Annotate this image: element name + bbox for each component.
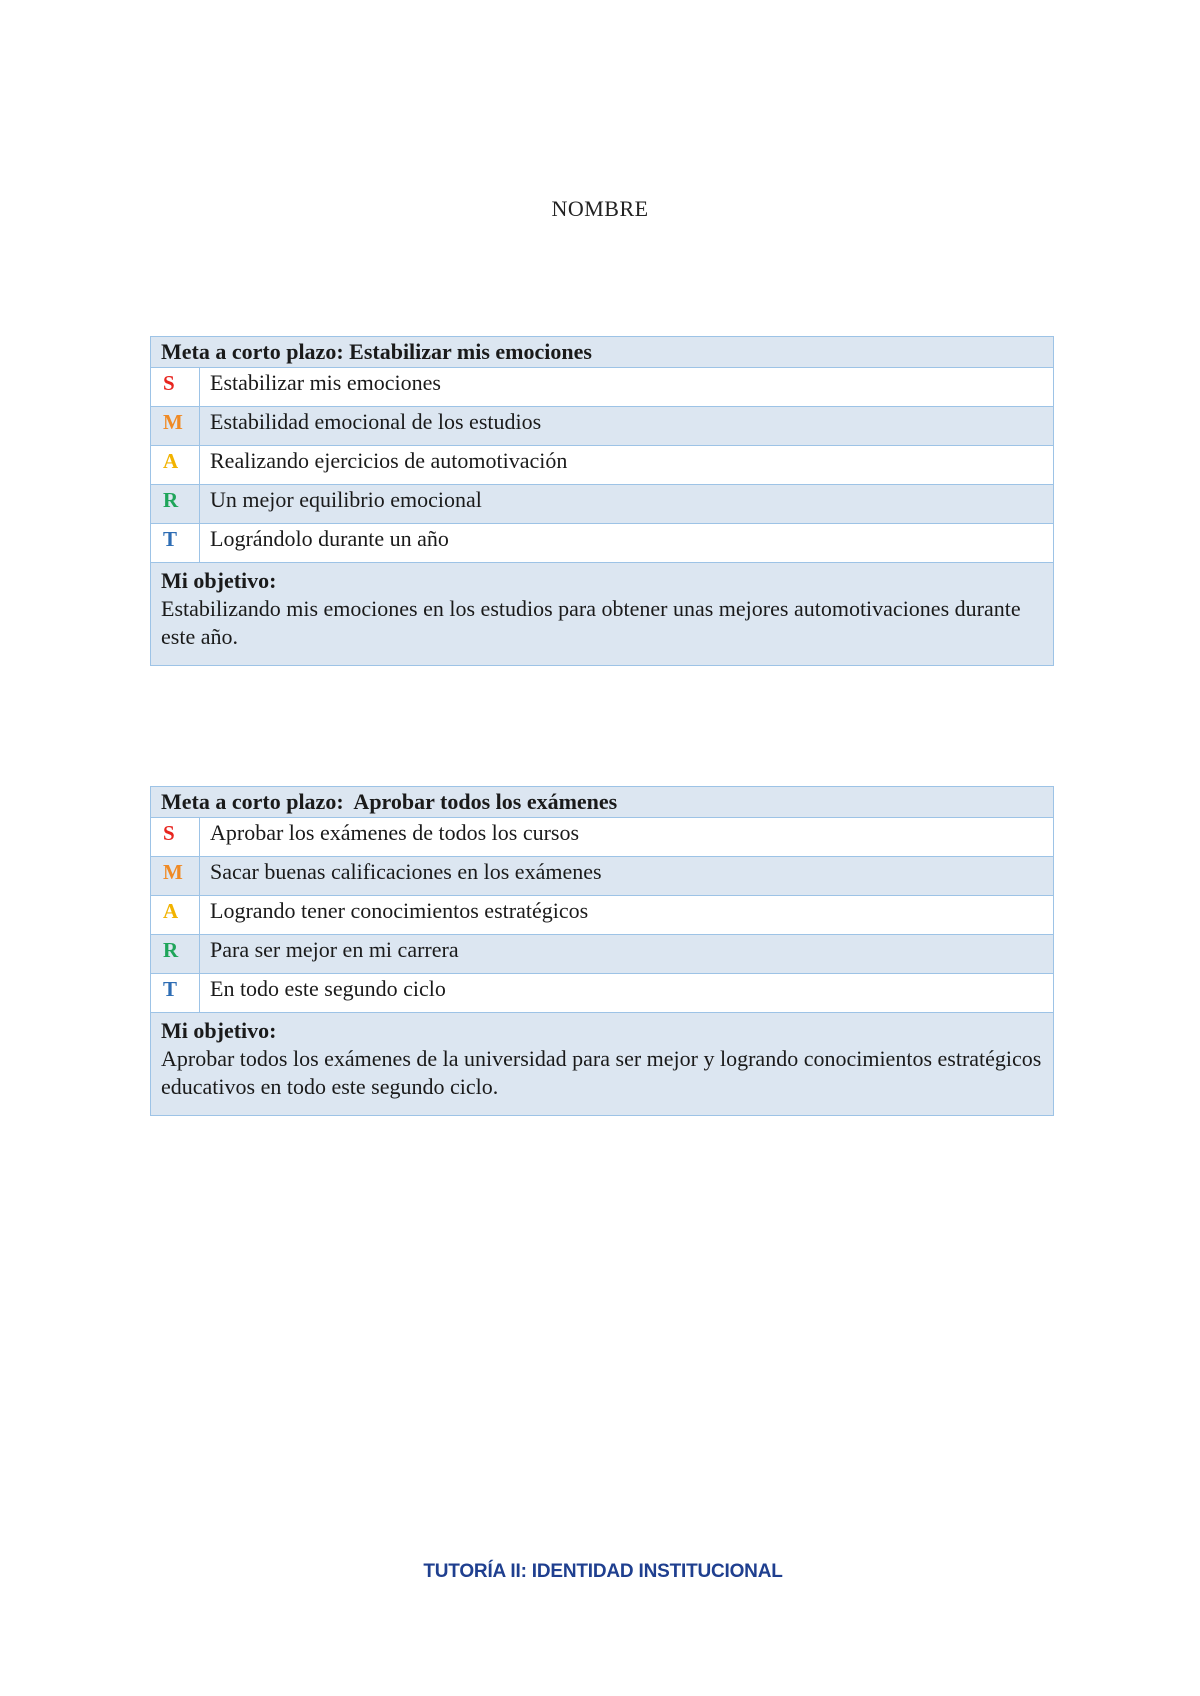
smart-goal-table-1 [150, 336, 1054, 666]
smart-text-r: Para ser mejor en mi carrera [200, 935, 1054, 974]
table-title: Meta a corto plazo: Estabilizar mis emociones [151, 337, 1054, 368]
smart-letter-r: R [151, 935, 200, 974]
smart-text-a: Realizando ejercicios de automotivación [200, 446, 1054, 485]
smart-row-t [151, 974, 1054, 1013]
objective-cell [151, 563, 1054, 666]
smart-row-r [151, 485, 1054, 524]
table-title: Meta a corto plazo: Aprobar todos los exámenes [151, 787, 1054, 818]
smart-text-m: Estabilidad emocional de los estudios [200, 407, 1054, 446]
objective-cell [151, 1013, 1054, 1116]
objective-row [151, 563, 1054, 666]
smart-letter-t: T [151, 974, 200, 1013]
objective-label: Mi objetivo: [161, 1018, 277, 1043]
footer-title: TUTORÍA II: IDENTIDAD INSTITUCIONAL [423, 1561, 783, 1582]
smart-letter-m: M [151, 857, 200, 896]
smart-row-r [151, 935, 1054, 974]
smart-letter-s: S [151, 368, 200, 407]
smart-row-a [151, 446, 1054, 485]
smart-row-s [151, 368, 1054, 407]
page-title: NOMBRE [551, 196, 649, 221]
objective-row [151, 1013, 1054, 1116]
smart-row-m [151, 407, 1054, 446]
smart-text-s: Estabilizar mis emociones [200, 368, 1054, 407]
smart-row-a [151, 896, 1054, 935]
smart-text-r: Un mejor equilibrio emocional [200, 485, 1054, 524]
smart-letter-m: M [151, 407, 200, 446]
smart-text-t: Lográndolo durante un año [200, 524, 1054, 563]
smart-letter-a: A [151, 446, 200, 485]
table-title-row [151, 787, 1054, 818]
smart-letter-t: T [151, 524, 200, 563]
smart-text-s: Aprobar los exámenes de todos los cursos [200, 818, 1054, 857]
smart-letter-s: S [151, 818, 200, 857]
smart-row-s [151, 818, 1054, 857]
table-title-row [151, 337, 1054, 368]
smart-row-t [151, 524, 1054, 563]
objective-text: Estabilizando mis emociones en los estudios para obtener unas mejores automotivaciones durante este año. [161, 596, 1021, 649]
smart-text-t: En todo este segundo ciclo [200, 974, 1054, 1013]
smart-row-m [151, 857, 1054, 896]
objective-label: Mi objetivo: [161, 568, 277, 593]
smart-letter-a: A [151, 896, 200, 935]
smart-text-a: Logrando tener conocimientos estratégicos [200, 896, 1054, 935]
smart-letter-r: R [151, 485, 200, 524]
smart-text-m: Sacar buenas calificaciones en los exámenes [200, 857, 1054, 896]
objective-text: Aprobar todos los exámenes de la universidad para ser mejor y logrando conocimientos estratégicos educativos en todo este segundo ciclo. [161, 1046, 1042, 1099]
smart-goal-table-2 [150, 786, 1054, 1116]
